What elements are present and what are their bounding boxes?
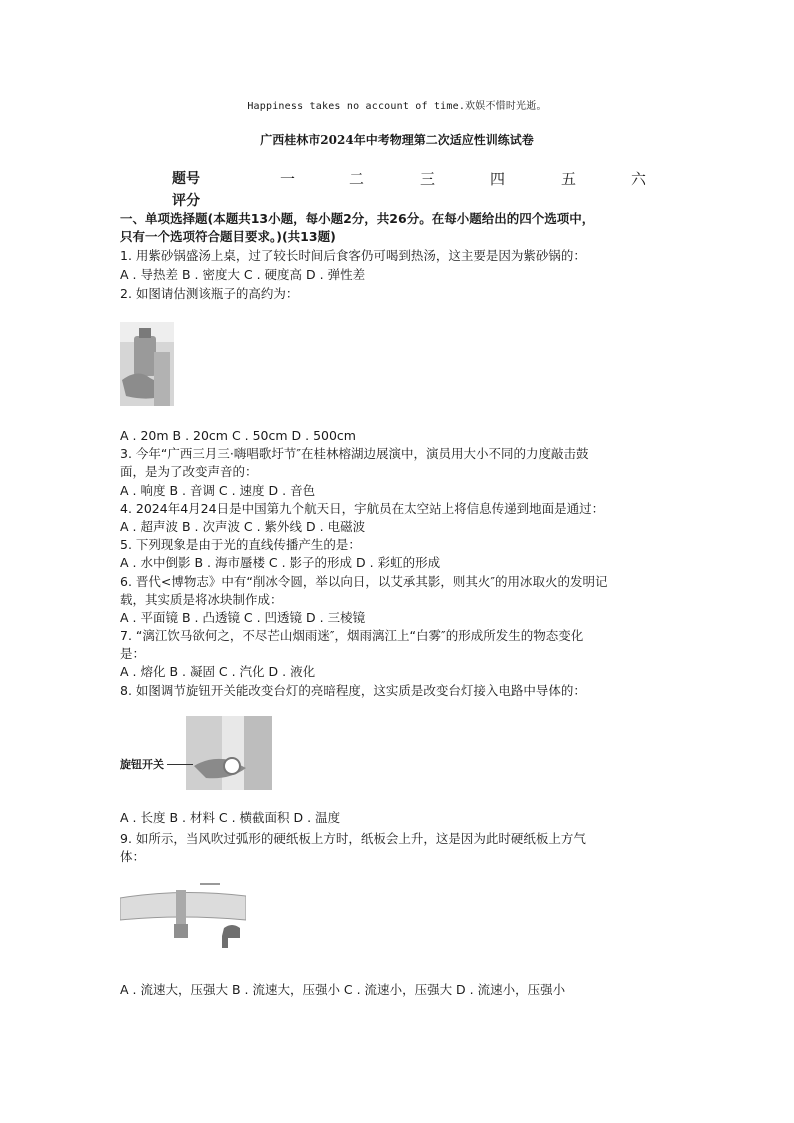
score-row-label: 题号 bbox=[172, 171, 200, 187]
question-stem: 5. 下列现象是由于光的直线传播产生的是： bbox=[120, 537, 361, 552]
question-stem: 面，是为了改变声音的： bbox=[120, 464, 258, 479]
score-column: 四 bbox=[490, 170, 506, 188]
question-stem: 8. 如图调节旋钮开关能改变台灯的亮暗程度，这实质是改变台灯接入电路中导体的： bbox=[120, 683, 586, 698]
score-column: 二 bbox=[349, 170, 365, 188]
question-options: A . 流速大，压强大 B . 流速大，压强小 C . 流速小，压强大 D . 流速小，压强小 bbox=[120, 982, 566, 997]
question-options: A . 平面镜 B . 凸透镜 C . 凹透镜 D . 三棱镜 bbox=[120, 610, 366, 625]
question-options: A . 超声波 B . 次声波 C . 紫外线 D . 电磁波 bbox=[120, 519, 366, 534]
question-stem: 体： bbox=[120, 849, 146, 864]
score-column: 五 bbox=[561, 170, 577, 188]
score-column: 三 bbox=[420, 170, 436, 188]
question-stem: 3. 今年“广西三月三·嗨唱歌圩节″在桂林榕湖边展演中，演员用大小不同的力度敲击鼓 bbox=[120, 446, 589, 461]
question-stem: 9. 如所示，当风吹过弧形的硬纸板上方时，纸板会上升，这是因为此时硬纸板上方气 bbox=[120, 831, 586, 846]
question-stem: 6. 晋代<博物志》中有“削冰令圆，举以向日，以艾承其影，则其火″的用冰取火的发明记 bbox=[120, 574, 608, 589]
motto: Happiness takes no account of time.欢娱不惜时光逝。 bbox=[247, 101, 547, 112]
section-heading: 一、单项选择题(本题共13小题，每小题2分，共26分。在每小题给出的四个选项中， bbox=[120, 211, 595, 226]
question-stem: 4. 2024年4月24日是中国第九个航天日，宇航员在太空站上将信息传递到地面是通过： bbox=[120, 501, 605, 516]
question-options: A . 水中倒影 B . 海市蜃楼 C . 影子的形成 D . 彩虹的形成 bbox=[120, 555, 441, 570]
score-column: 一 bbox=[280, 170, 296, 188]
question-stem: 7. “漓江饮马欲何之，不尽芒山烟雨迷″，烟雨漓江上“白雾″的形成所发生的物态变化 bbox=[120, 628, 584, 643]
question-options: A . 长度 B . 材料 C . 横截面积 D . 温度 bbox=[120, 810, 341, 825]
score-column: 六 bbox=[631, 170, 647, 188]
exam-title: 广西桂林市2024年中考物理第二次适应性训练试卷 bbox=[260, 133, 534, 147]
question-stem: 是： bbox=[120, 646, 146, 661]
question-options: A . 导热差 B . 密度大 C . 硬度高 D . 弹性差 bbox=[120, 267, 366, 282]
score-label: 评分 bbox=[172, 193, 200, 209]
label-pointer-line bbox=[167, 764, 193, 765]
question-stem: 1. 用紫砂锅盛汤上桌，过了较长时间后食客仍可喝到热汤，这主要是因为紫砂锅的： bbox=[120, 248, 586, 263]
knob-switch-label: 旋钮开关 bbox=[120, 758, 164, 771]
question-options: A . 响度 B . 音调 C . 速度 D . 音色 bbox=[120, 483, 316, 498]
section-heading: 只有一个选项符合题目要求。)(共13题) bbox=[120, 229, 336, 244]
lamp-knob-photo bbox=[186, 716, 272, 790]
cardboard-wind-photo bbox=[120, 880, 246, 948]
bottle-photo bbox=[120, 322, 174, 406]
question-stem: 2. 如图请估测该瓶子的高约为： bbox=[120, 286, 299, 301]
question-options: A . 熔化 B . 凝固 C . 汽化 D . 液化 bbox=[120, 664, 316, 679]
question-options: A . 20m B . 20cm C . 50cm D . 500cm bbox=[120, 428, 356, 443]
question-stem: 载，其实质是将冰块制作成： bbox=[120, 592, 283, 607]
